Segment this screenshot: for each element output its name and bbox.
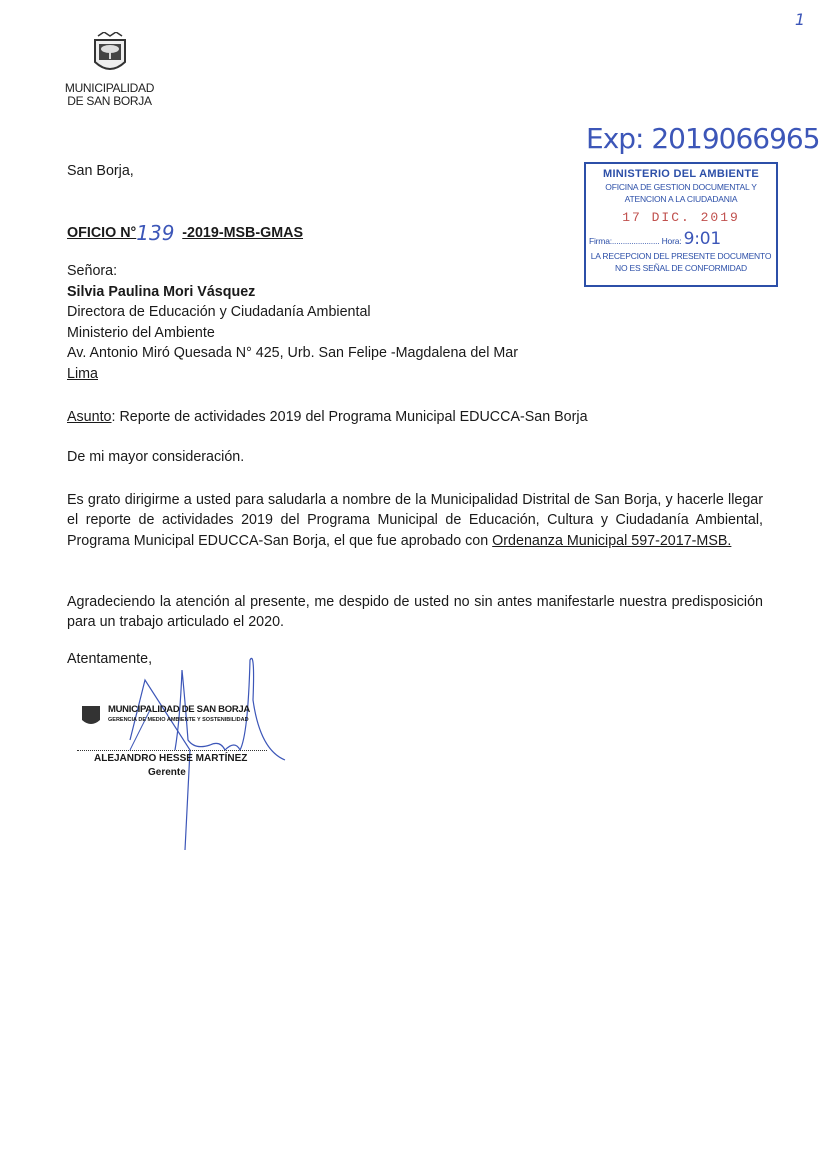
seal-line1: MUNICIPALIDAD DE SAN BORJA [108, 704, 250, 715]
stamp-hora-value: 9:01 [683, 229, 721, 249]
body-paragraph-2: Agradeciendo la atención al presente, me despido de usted no sin antes manifestarle nuestra predisposición para un trabajo articulado el 2020. [67, 594, 763, 631]
seal-emblem-icon [80, 704, 102, 728]
stamp-office-2: ATENCION A LA CIUDADANIA [624, 194, 738, 204]
body-paragraph-1-text: Es grato dirigirme a usted para saludarla a nombre de la Municipalidad Distrital de San Borja, y hacerle llegar el reporte de actividades 2019 del Programa Municipal de Educación, Cultura y Ciudadanía Ambiental, Programa Municipal EDUCCA-San Borja, el que fue aprobado con [67, 492, 763, 549]
stamp-hora-label: Hora: [661, 236, 682, 246]
stamp-note-2: NO ES SEÑAL DE CONFORMIDAD [615, 263, 747, 273]
stamp-note-1: LA RECEPCION DEL PRESENTE DOCUMENTO [590, 251, 772, 261]
reference-handwritten-number: 139 [136, 221, 175, 245]
stamp-firma-label: Firma:...................... [589, 236, 660, 246]
reference-suffix: -2019-MSB-GMAS [182, 225, 304, 241]
letterhead-line1: MUNICIPALIDAD [64, 81, 155, 95]
signatory-name: ALEJANDRO HESSE MARTÍNEZ [94, 753, 248, 764]
letterhead-line2: DE SAN BORJA [67, 94, 152, 108]
recipient-position: Directora de Educación y Ciudadanía Ambiental [67, 304, 371, 320]
stamp-office-1: OFICINA DE GESTION DOCUMENTAL Y [605, 182, 757, 192]
letterhead [62, 32, 157, 108]
closing: Atentamente, [67, 651, 153, 667]
recipient-institution: Ministerio del Ambiente [67, 325, 215, 341]
expediente-number: Exp: 2019066965 [586, 122, 820, 155]
ordinance-reference: Ordenanza Municipal 597-2017-MSB. [492, 532, 732, 549]
subject [67, 408, 588, 426]
coat-of-arms-icon [90, 32, 130, 78]
subject-label: Asunto [67, 409, 112, 425]
reference-number [67, 220, 303, 246]
stamp-date: 17 DIC. 2019 [622, 210, 740, 225]
reference-prefix: OFICIO N° [67, 225, 137, 241]
body-paragraph-1 [67, 490, 763, 551]
place: San Borja, [67, 163, 134, 179]
salutation: Señora: [67, 263, 118, 279]
recipient-city: Lima [67, 366, 98, 382]
greeting: De mi mayor consideración. [67, 449, 245, 465]
signature-line [77, 750, 267, 751]
subject-text: : Reporte de actividades 2019 del Programa Municipal EDUCCA-San Borja [111, 409, 588, 425]
page-number: 1 [794, 10, 805, 29]
reception-stamp [584, 162, 778, 287]
recipient-name: Silvia Paulina Mori Vásquez [67, 284, 256, 300]
seal-line2: GERENCIA DE MEDIO AMBIENTE Y SOSTENIBILIDAD [108, 717, 249, 723]
signatory-title: Gerente [148, 767, 186, 778]
recipient-address: Av. Antonio Miró Quesada N° 425, Urb. San Felipe -Magdalena del Mar [67, 345, 519, 361]
stamp-title: MINISTERIO DEL AMBIENTE [602, 168, 760, 180]
